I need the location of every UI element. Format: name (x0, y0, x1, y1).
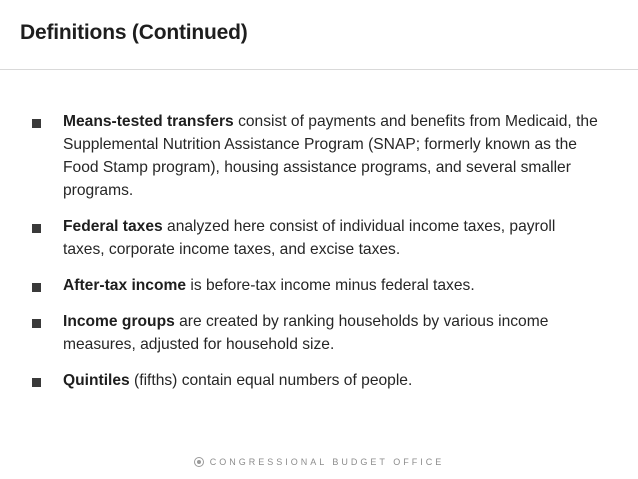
definition-list (31, 110, 601, 405)
definition-text: is before-tax income minus federal taxes. (186, 277, 475, 294)
square-bullet-icon (32, 283, 41, 292)
square-bullet-icon (32, 224, 41, 233)
definition-term: After-tax income (63, 277, 187, 294)
definition-term: Quintiles (63, 372, 130, 389)
definition-text: consist of payments and benefits from Medicaid, the Supplemental Nutrition Assistance Program (SNAP; formerly known as the Food Stamp program), housing assistance programs, and several smaller programs. (63, 113, 598, 199)
square-bullet-icon (32, 378, 41, 387)
square-bullet-icon (32, 319, 41, 328)
square-bullet-icon (32, 119, 41, 128)
footer (0, 457, 638, 467)
list-item (31, 274, 601, 297)
list-item (31, 369, 601, 392)
slide-title: Definitions (Continued) (20, 21, 248, 44)
definition-term: Federal taxes (63, 218, 163, 235)
title-bar (0, 0, 638, 69)
list-item (31, 110, 601, 202)
list-item (31, 310, 601, 356)
cbo-seal-icon (194, 457, 204, 467)
definition-text: analyzed here consist of individual income taxes, payroll taxes, corporate income taxes, and excise taxes. (63, 218, 556, 258)
footer-text: CONGRESSIONAL BUDGET OFFICE (209, 457, 445, 467)
definition-text: are created by ranking households by various income measures, adjusted for household size. (63, 313, 549, 353)
definition-term: Income groups (63, 313, 175, 330)
definition-text: (fifths) contain equal numbers of people. (129, 372, 413, 389)
title-divider (0, 69, 638, 70)
list-item (31, 215, 601, 261)
definition-term: Means-tested transfers (63, 113, 234, 130)
